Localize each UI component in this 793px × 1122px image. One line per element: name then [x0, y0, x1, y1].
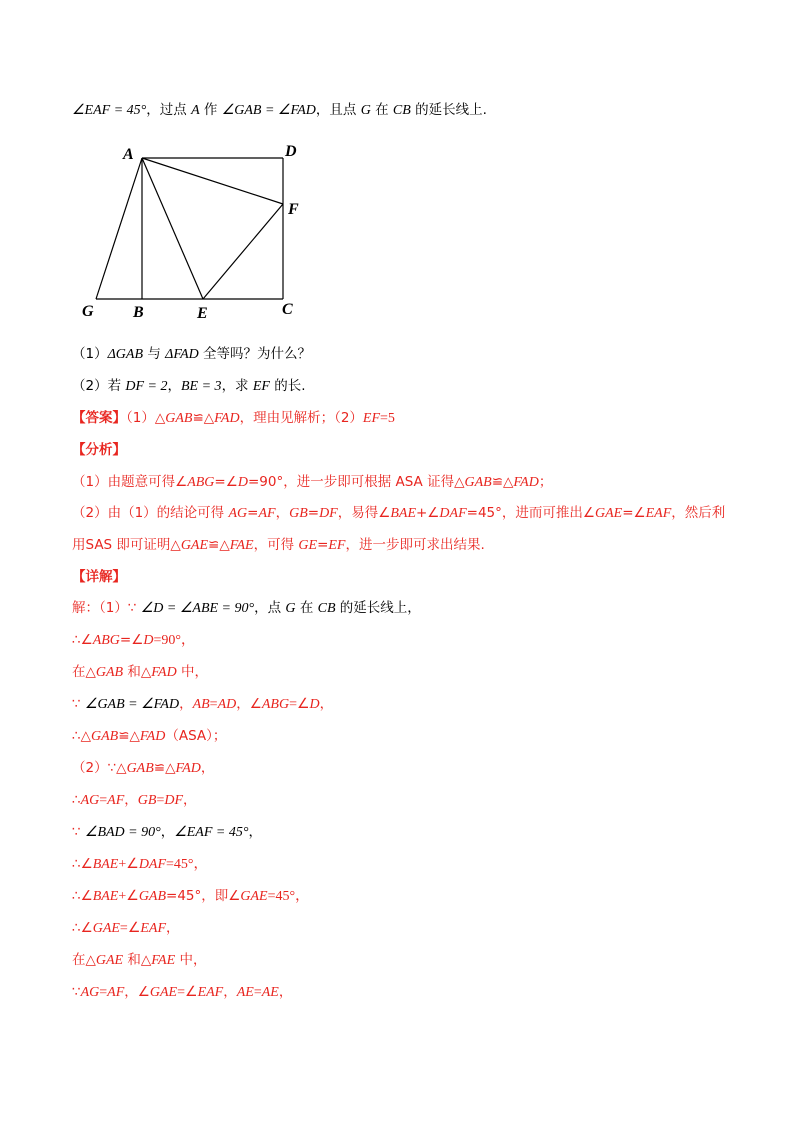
detail-math: GAE	[240, 889, 268, 904]
analysis-text: ，可得	[253, 537, 299, 553]
detail-math: ∠GAB = ∠FAD	[84, 697, 180, 712]
detail-text: =45°，	[166, 857, 208, 872]
angle-eaf: ∠EAF = 45°	[72, 103, 147, 118]
detail-text: ∴∠	[72, 888, 93, 904]
label-g: G	[82, 303, 94, 320]
detail-math: GAB	[95, 665, 124, 680]
detail-math: GB	[137, 793, 157, 808]
label-e: E	[197, 305, 208, 322]
analysis-tag-text: 【分析】	[72, 442, 126, 458]
detail-math: AB	[192, 697, 210, 712]
detail-math: D	[143, 633, 154, 648]
detail-line-10	[72, 886, 309, 907]
detail-math: DF	[164, 793, 184, 808]
detail-math: FAD	[139, 729, 166, 744]
label-a: A	[123, 146, 134, 163]
analysis-text: =∠	[214, 474, 238, 490]
detail-text: =45°，即∠	[166, 888, 241, 904]
detail-text: =∠	[119, 921, 141, 936]
analysis-line-3	[72, 535, 485, 556]
q2-text: 的长.	[269, 378, 306, 394]
detail-math: GAB	[90, 729, 119, 744]
segment-ef-text: EF	[252, 379, 270, 394]
analysis-text: =	[247, 505, 259, 521]
given-df: DF = 2	[125, 379, 168, 394]
angle-equation: ∠GAB = ∠FAD	[221, 103, 316, 118]
detail-math: D	[309, 697, 320, 712]
q1-text: 全等吗？为什么？	[198, 346, 312, 362]
detail-text: ，∠	[124, 984, 150, 1000]
detail-text: 在△	[72, 952, 96, 968]
analysis-text: 用SAS 即可证明△	[72, 537, 181, 553]
analysis-math: DF	[319, 506, 338, 521]
detail-text: ，	[160, 824, 175, 840]
detail-text: 和△	[123, 952, 152, 968]
detail-line-4	[72, 694, 333, 715]
answer-tag: 【答案】	[72, 410, 126, 426]
q1-prefix: （1）	[72, 346, 108, 362]
detail-line-5	[72, 726, 226, 747]
answer-value: =5	[380, 411, 395, 426]
answer-text: （1）△	[126, 410, 166, 426]
detail-text: （2）∵△	[72, 760, 127, 776]
triangle-fad: ΔFAD	[165, 347, 199, 362]
analysis-math: EAF	[645, 506, 672, 521]
analysis-tag	[72, 440, 126, 460]
analysis-math: GB	[289, 506, 308, 521]
detail-math: ∠BAD = 90°	[84, 825, 161, 840]
detail-math: AE	[261, 985, 279, 1000]
analysis-text: =90°，进一步即可根据 ASA 证得△	[247, 474, 465, 490]
detail-math: BAE	[92, 889, 119, 904]
segment-cb: CB	[392, 103, 411, 118]
q1-text: 与	[143, 346, 166, 362]
detail-math: GAE	[149, 985, 178, 1000]
detail-tag-text: 【详解】	[72, 569, 126, 585]
detail-text: 在△	[72, 664, 96, 680]
detail-text: ∵	[72, 984, 81, 1000]
detail-text: ，	[319, 696, 334, 712]
analysis-math: GAE	[180, 538, 209, 553]
segment-ef	[203, 204, 283, 299]
q2-prefix: （2）若	[72, 378, 126, 394]
detail-line-2	[72, 630, 195, 651]
analysis-text: ，进一步即可求出结果.	[345, 537, 485, 553]
detail-text: =	[99, 985, 108, 1000]
detail-math: AG	[80, 985, 100, 1000]
q2-text: ，求	[221, 378, 253, 394]
problem-intro	[72, 100, 487, 121]
detail-text: 的延长线上，	[335, 600, 421, 616]
analysis-math: BAE	[390, 506, 416, 521]
detail-text: ∴∠	[72, 856, 93, 872]
detail-line-12	[72, 950, 206, 971]
answer-math: GAB	[165, 411, 193, 426]
detail-text: =	[156, 793, 165, 808]
detail-math: FAD	[175, 761, 201, 776]
analysis-text: （1）由题意可得∠	[72, 474, 188, 490]
intro-text: 的延长线上.	[410, 102, 487, 118]
detail-text: =∠	[119, 632, 144, 648]
detail-text: ∵	[72, 824, 85, 840]
detail-text: +∠	[118, 889, 139, 904]
detail-text: ≌△	[153, 760, 176, 776]
analysis-math: FAE	[229, 538, 254, 553]
detail-tag	[72, 567, 126, 587]
detail-text: 中，	[175, 952, 207, 968]
detail-math: AG	[80, 793, 100, 808]
answer-math: EF	[362, 411, 381, 426]
question-2	[72, 376, 306, 397]
detail-text: （ASA）；	[165, 728, 227, 744]
answer-math: FAD	[214, 411, 240, 426]
analysis-math: EF	[328, 538, 346, 553]
detail-text: ∴△	[72, 728, 91, 744]
detail-line-6	[72, 758, 214, 779]
intro-text: ，且点	[315, 102, 361, 118]
detail-math: GAE	[92, 921, 120, 936]
detail-line-9	[72, 854, 208, 875]
detail-text: ，	[179, 696, 193, 712]
segment-ae	[142, 158, 203, 299]
analysis-text: ；	[538, 474, 553, 490]
detail-text: =	[209, 697, 218, 712]
geometry-figure	[72, 140, 332, 330]
detail-text: ，	[200, 760, 215, 776]
detail-math: ABG	[261, 697, 290, 712]
triangle-gab: ΔGAB	[107, 347, 144, 362]
detail-text: ∴	[72, 792, 81, 808]
analysis-math: D	[237, 475, 248, 490]
analysis-text: ，然后利	[671, 505, 726, 521]
label-b: B	[133, 304, 144, 321]
detail-text: ∴∠	[72, 632, 93, 648]
analysis-text: ≌△	[491, 474, 514, 490]
detail-math: EAF	[140, 921, 167, 936]
detail-line-7	[72, 790, 197, 811]
analysis-math: FAD	[513, 475, 539, 490]
detail-math: ABG	[92, 633, 120, 648]
analysis-text: ，易得∠	[337, 505, 391, 521]
answer-text: ≌△	[192, 410, 215, 426]
analysis-text: （2）由（1）的结论可得	[72, 505, 229, 521]
analysis-text: =	[307, 505, 320, 521]
detail-text: ≌△	[118, 728, 140, 744]
detail-text: ，点	[254, 600, 286, 616]
detail-text: =	[99, 793, 108, 808]
analysis-math: GE	[298, 538, 318, 553]
detail-line-8	[72, 822, 262, 843]
detail-line-1	[72, 598, 421, 619]
detail-math: AF	[107, 985, 125, 1000]
detail-math: ∠EAF = 45°	[174, 825, 249, 840]
analysis-text: +∠	[416, 505, 440, 521]
analysis-text: =45°，进而可推出∠	[466, 505, 595, 521]
detail-text: =∠	[177, 985, 198, 1000]
detail-text: ∴∠	[72, 920, 93, 936]
point-a: A	[191, 103, 200, 118]
given-be: BE = 3	[181, 379, 222, 394]
detail-text: =∠	[289, 697, 310, 712]
analysis-math: AG	[228, 506, 248, 521]
detail-text: ∵	[72, 696, 85, 712]
analysis-line-2	[72, 503, 725, 524]
detail-line-13	[72, 982, 292, 1003]
detail-text: ，	[278, 984, 293, 1000]
answer-text: ，理由见解析；（2）	[239, 410, 363, 426]
detail-math: GAB	[126, 761, 154, 776]
segment-ag	[96, 158, 142, 299]
answer-line	[72, 408, 395, 429]
q2-text: ，	[167, 378, 181, 394]
detail-text: 在	[295, 600, 318, 616]
detail-text: =90°，	[153, 633, 195, 648]
segment-af	[142, 158, 283, 204]
detail-math: AF	[107, 793, 125, 808]
detail-math: GAB	[138, 889, 167, 904]
label-c: C	[282, 301, 293, 318]
detail-text: ，	[223, 984, 237, 1000]
detail-math: GAE	[95, 953, 124, 968]
detail-text: =	[253, 985, 262, 1000]
detail-text: +∠	[118, 857, 139, 872]
intro-text: 作	[199, 102, 222, 118]
analysis-math: DAF	[439, 506, 467, 521]
detail-text: ，	[183, 792, 197, 808]
detail-math: FAD	[151, 665, 177, 680]
intro-text: ，过点	[146, 102, 192, 118]
detail-math: BAE	[92, 857, 119, 872]
analysis-math: ABG	[187, 475, 215, 490]
detail-math: EAF	[197, 985, 224, 1000]
detail-text: ，	[166, 920, 180, 936]
analysis-line-1	[72, 472, 552, 493]
analysis-math: AF	[258, 506, 276, 521]
analysis-math: GAB	[464, 475, 492, 490]
intro-text: 在	[370, 102, 393, 118]
detail-text: ，∠	[236, 696, 262, 712]
detail-line-3	[72, 662, 208, 683]
detail-math: ∠D = ∠ABE = 90°	[140, 601, 255, 616]
detail-text: 中，	[176, 664, 209, 680]
point-g: G	[360, 103, 371, 118]
detail-text: =45°，	[267, 889, 310, 904]
detail-text: ，	[248, 824, 262, 840]
detail-text: 和△	[123, 664, 152, 680]
detail-text: ，	[124, 792, 138, 808]
detail-math: CB	[317, 601, 336, 616]
analysis-math: GAE	[594, 506, 623, 521]
label-d: D	[285, 143, 297, 160]
analysis-text: =∠	[622, 505, 646, 521]
detail-math: AE	[236, 985, 254, 1000]
detail-line-11	[72, 918, 180, 939]
detail-math: AD	[217, 697, 237, 712]
detail-math: G	[285, 601, 296, 616]
detail-math: DAF	[138, 857, 167, 872]
analysis-text: ≌△	[208, 537, 230, 553]
detail-math: FAE	[151, 953, 176, 968]
analysis-text: ，	[275, 505, 290, 521]
detail-text: 解：（1）∵	[72, 600, 141, 616]
analysis-text: =	[317, 537, 329, 553]
question-1	[72, 344, 311, 365]
label-f: F	[288, 201, 299, 218]
